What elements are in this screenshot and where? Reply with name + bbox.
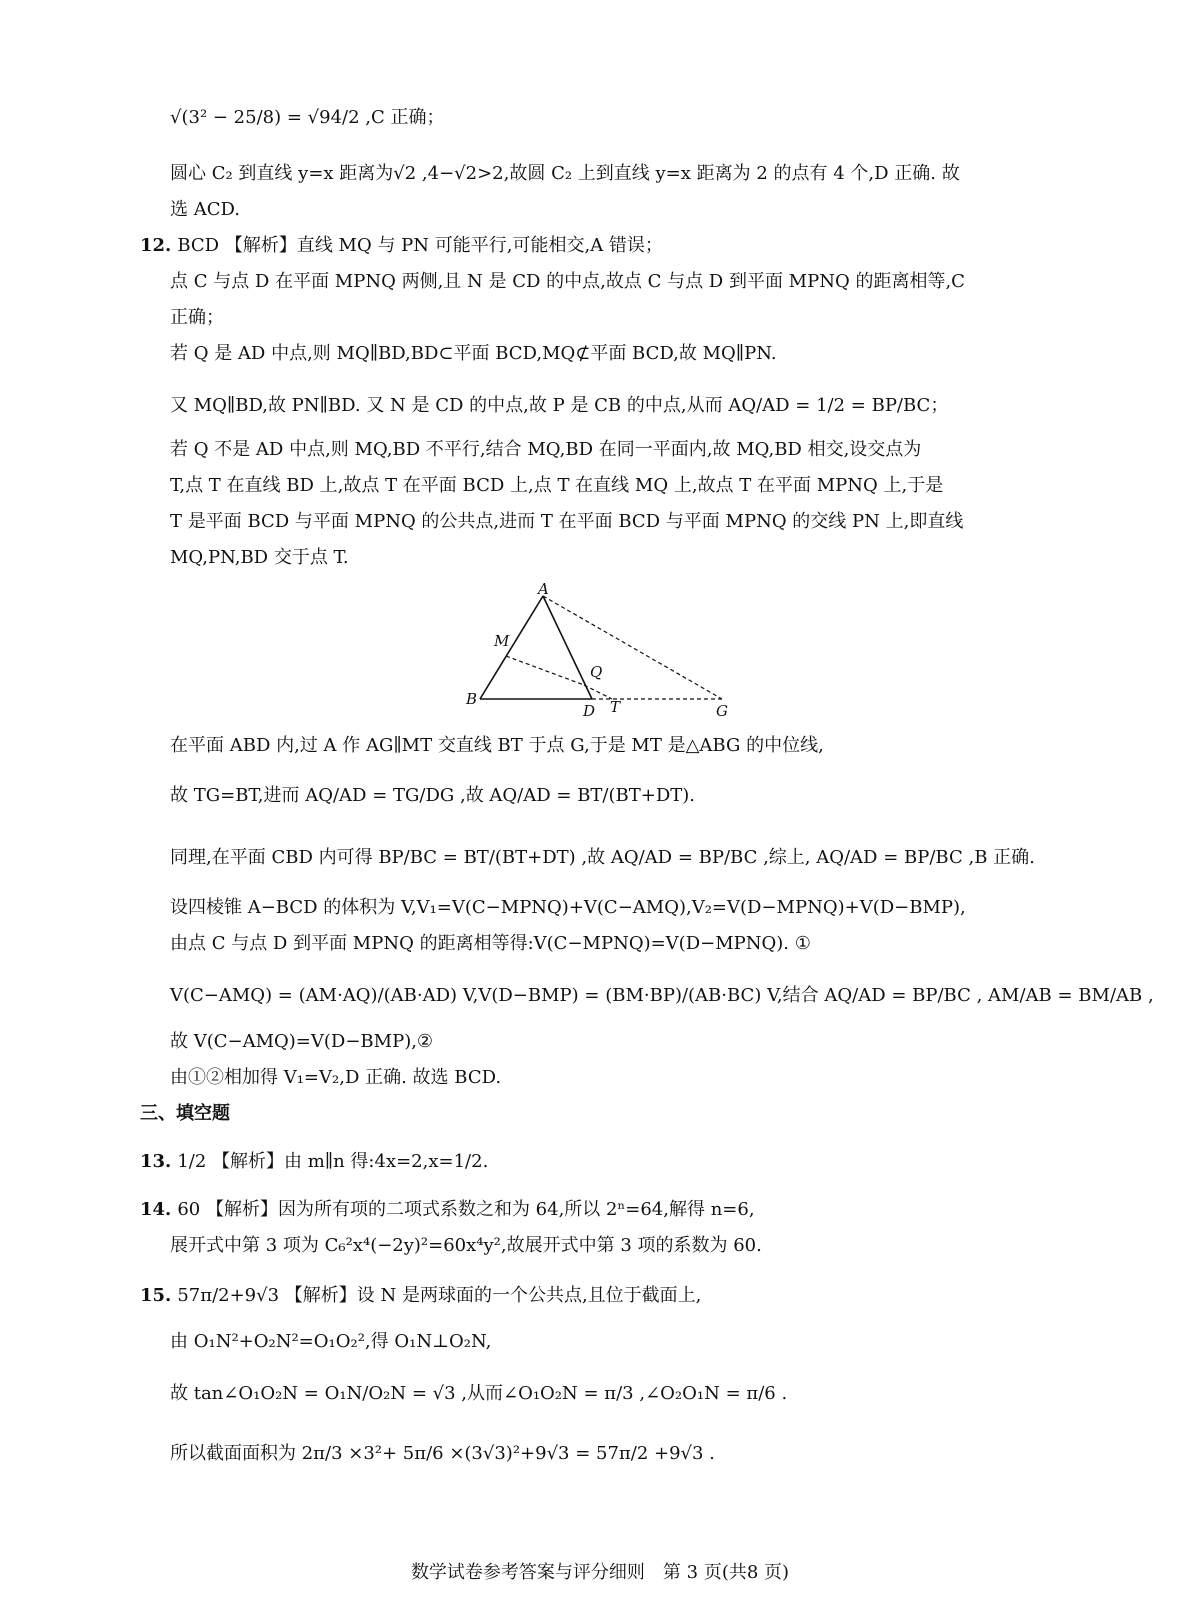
question-12: [140, 232, 663, 260]
question-number: 15.: [140, 1285, 172, 1306]
text-line: 60 【解析】因为所有项的二项式系数之和为 64,所以 2ⁿ=64,解得 n=6,: [177, 1199, 755, 1220]
text-line: 同理,在平面 CBD 内可得 BP/BC = BT/(BT+DT) ,故 AQ/AD = BP/BC ,综上, AQ/AD = BP/BC ,B 正确.: [170, 847, 1035, 868]
line-mq: [506, 656, 584, 685]
line-ag: [543, 596, 722, 699]
question-15: [140, 1282, 701, 1310]
text-line: 若 Q 不是 AD 中点,则 MQ,BD 不平行,结合 MQ,BD 在同一平面内,故 MQ,BD 相交,设交点为: [170, 439, 922, 460]
text-line: 故 V(C−AMQ)=V(D−BMP),②: [170, 1031, 434, 1052]
question-number: 14.: [140, 1199, 172, 1220]
section-heading: 三、填空题: [140, 1103, 230, 1124]
text-line: 设四棱锥 A−BCD 的体积为 V,V₁=V(C−MPNQ)+V(C−AMQ),V₂=V(D−MPNQ)+V(D−BMP),: [170, 897, 966, 918]
text-line: 展开式中第 3 项为 C₆²x⁴(−2y)²=60x⁴y²,故展开式中第 3 项的系数为 60.: [170, 1235, 762, 1256]
geometry-figure: [450, 582, 750, 722]
text-line: 由①②相加得 V₁=V₂,D 正确. 故选 BCD.: [170, 1067, 502, 1088]
text-line: 1/2 【解析】由 m∥n 得:4x=2,x=1/2.: [177, 1151, 489, 1172]
text-line: MQ,PN,BD 交于点 T.: [170, 547, 349, 568]
text-line: 故 TG=BT,进而 AQ/AD = TG/DG ,故 AQ/AD = BT/(BT+DT).: [170, 785, 696, 806]
text-line: 又 MQ∥BD,故 PN∥BD. 又 N 是 CD 的中点,故 P 是 CB 的中点,从而 AQ/AD = 1/2 = BP/BC；: [170, 395, 949, 416]
text-line: 由 O₁N²+O₂N²=O₁O₂²,得 O₁N⊥O₂N,: [170, 1331, 492, 1352]
text-line: T 是平面 BCD 与平面 MPNQ 的公共点,进而 T 在平面 BCD 与平面 MPNQ 的交线 PN 上,即直线: [170, 511, 964, 532]
text-line: V(C−AMQ) = (AM·AQ)/(AB·AD) V,V(D−BMP) = (BM·BP)/(AB·BC) V,结合 AQ/AD = BP/BC , AM/AB = BM/AB ,: [170, 985, 1154, 1006]
text-line: 选 ACD.: [170, 199, 241, 220]
edge-ad: [543, 596, 592, 699]
text-line: BCD 【解析】直线 MQ 与 PN 可能平行,可能相交,A 错误；: [177, 235, 663, 256]
text-line: 正确；: [170, 307, 224, 328]
text-line: 点 C 与点 D 在平面 MPNQ 两侧,且 N 是 CD 的中点,故点 C 与点 D 到平面 MPNQ 的距离相等,C: [170, 271, 965, 292]
question-13: [140, 1148, 488, 1176]
page-footer: 数学试卷参考答案与评分细则 第 3 页(共8 页): [410, 1562, 790, 1583]
text-line: 若 Q 是 AD 中点,则 MQ∥BD,BD⊂平面 BCD,MQ⊄平面 BCD,故 MQ∥PN.: [170, 343, 777, 364]
label-d: D: [583, 702, 596, 720]
text-line: 57π/2+9√3 【解析】设 N 是两球面的一个公共点,且位于截面上,: [177, 1285, 702, 1306]
label-t: T: [610, 698, 621, 716]
edge-ab: [480, 596, 543, 699]
label-q: Q: [590, 663, 603, 681]
text-line: 故 tan∠O₁O₂N = O₁N/O₂N = √3 ,从而∠O₁O₂N = π/3 ,∠O₂O₁N = π/6 .: [170, 1383, 788, 1404]
text-line: √(3² − 25/8) = √94/2 ,C 正确；: [170, 107, 445, 128]
text-line: 在平面 ABD 内,过 A 作 AG∥MT 交直线 BT 于点 G,于是 MT 是△ABG 的中位线,: [170, 735, 824, 756]
label-a: A: [538, 582, 549, 598]
text-line: 由点 C 与点 D 到平面 MPNQ 的距离相等得:V(C−MPNQ)=V(D−MPNQ). ①: [170, 933, 811, 954]
question-14: [140, 1196, 755, 1224]
question-number: 12.: [140, 235, 172, 256]
label-b: B: [466, 690, 478, 708]
label-m: M: [494, 632, 510, 650]
text-line: 圆心 C₂ 到直线 y=x 距离为√2 ,4−√2>2,故圆 C₂ 上到直线 y=x 距离为 2 的点有 4 个,D 正确. 故: [170, 163, 960, 184]
question-number: 13.: [140, 1151, 172, 1172]
text-line: 所以截面面积为 2π/3 ×3²+ 5π/6 ×(3√3)²+9√3 = 57π/2 +9√3 .: [170, 1443, 715, 1464]
text-line: T,点 T 在直线 BD 上,故点 T 在平面 BCD 上,点 T 在直线 MQ 上,故点 T 在平面 MPNQ 上,于是: [170, 475, 944, 496]
label-g: G: [716, 702, 728, 720]
